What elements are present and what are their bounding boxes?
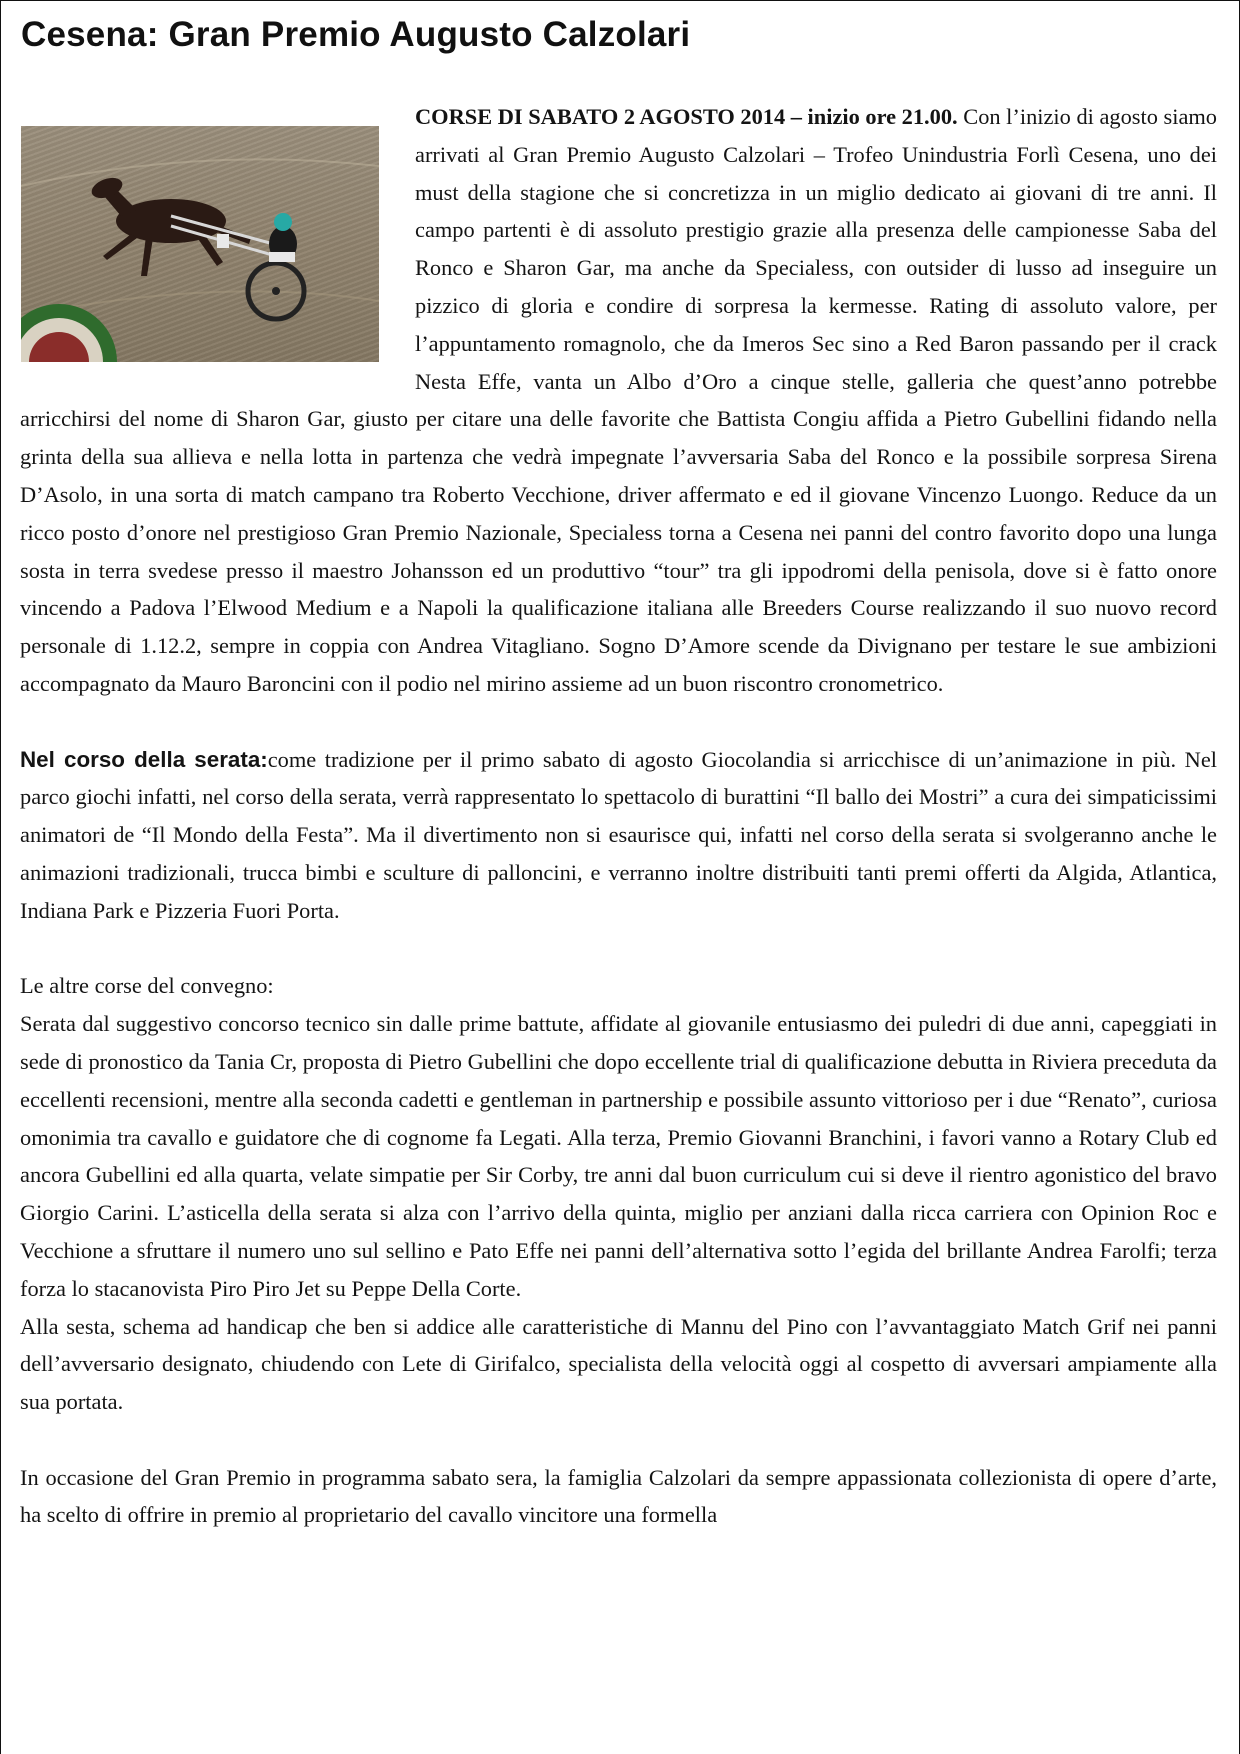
serata-paragraph [20,741,1217,930]
document-page [1,1,1239,1754]
altre-heading: Le altre corse del convegno: [20,973,274,999]
intro-lead: CORSE DI SABATO 2 AGOSTO 2014 – inizio ore 21.00. [415,104,958,129]
harness-racing-photo [21,126,379,362]
serata-text: come tradizione per il primo sabato di agosto Giocolandia si arricchisce di un’animazione in più. Nel parco giochi infatti, nel corso della serata, verrà rappresentato lo spettacolo di burattini “Il ballo dei Mostri” a cura dei simpaticissimi animatori de “Il Mondo della Festa”. Ma il divertimento non si esaurisce qui, infatti nel corso della serata si svolgeranno anche le animazioni tradizionali, trucca bimbi e sculture di palloncini, e verranno inoltre distribuiti tanti premi offerti da Algida, Atlantica, Indiana Park e Pizzeria Fuori Porta. [20,746,1217,923]
altre-paragraph-2: Alla sesta, schema ad handicap che ben si addice alle caratteristiche di Mannu del Pino con l’avvantaggiato Match Grif nei panni dell’avversario designato, chiudendo con Lete di Girifalco, specialista della velocità oggi al cospetto di avversari ampiamente alla sua portata. [20,1313,1217,1415]
altre-paragraph-1: Serata dal suggestivo concorso tecnico sin dalle prime battute, affidate al giovanile entusiasmo dei puledri di due anni, capeggiati in sede di pronostico da Tania Cr, proposta di Pietro Gubellini che dopo eccellente trial di qualificazione debutta in Riviera preceduta da eccellenti recensioni, mentre alla seconda cadetti e gentleman in partnership e possibile assunto vittorioso per i due “Renato”, curiosa omonimia tra cavallo e guidatore che di cognome fa Legati. Alla terza, Premio Giovanni Branchini, i favori vanno a Rotary Club ed ancora Gubellini ed alla quarta, velate simpatie per Sir Corby, tre anni dal buon curriculum cui si deve il rientro agonistico del bravo Giorgio Carini. L’asticella della serata si alza con l’arrivo della quinta, miglio per anziani dalla ricca carriera con Opinion Roc e Vecchione a sfruttare il numero uno sul sellino e Pato Effe nei panni dell’alternativa sotto l’egida del brillante Andrea Farolfi; terza forza lo stacanovista Piro Piro Jet su Peppe Della Corte. [20,1011,1217,1301]
serata-lead: Nel corso della serata: [20,746,268,772]
article-body [20,98,1217,1534]
intro-text: Con l’inizio di agosto siamo arrivati al Gran Premio Augusto Calzolari – Trofeo Unindustria Forlì Cesena, uno dei must della stagione che si concretizza in un miglio dedicato ai giovani di tre anni. Il campo partenti è di assoluto prestigio grazie alla presenza delle campionesse Saba del Ronco e Sharon Gar, ma anche da Specialess, con outsider di lusso ad inseguire un pizzico di gloria e condire di sorpresa la kermesse. Rating di assoluto valore, per l’appuntamento romagnolo, che da Imeros Sec sino a Red Baron passando per il crack Nesta Effe, vanta un Albo d’Oro a cinque stelle, galleria che quest’anno potrebbe arricchirsi del nome di Sharon Gar, giusto per citare una delle favorite che Battista Congiu affida a Pietro Gubellini fidando nella grinta della sua allieva e nella lotta in partenza che vedrà impegnate l’avversaria Saba del Ronco e la possibile sorpresa Sirena D’Asolo, in una sorta di match campano tra Roberto Vecchione, driver affermato e ed il giovane Vincenzo Luongo. Reduce da un ricco posto d’onore nel prestigioso Gran Premio Nazionale, Specialess torna a Cesena nei panni del contro favorito dopo una lunga sosta in terra svedese presso il maestro Johansson ed un produttivo “tour” tra gli ippodromi della penisola, dove si è fatto onore vincendo a Padova l’Elwood Medium e a Napoli la qualificazione italiana alle Breeders Course realizzando il suo nuovo record personale di 1.12.2, sempre in coppia con Andrea Vitagliano. Sogno D’Amore scende da Divignano per testare le sue ambizioni accompagnato da Mauro Baroncini con il podio nel mirino assieme ad un buon riscontro cronometrico. [20,104,1217,696]
harness-racing-photo-icon [21,126,379,362]
article-title: Cesena: Gran Premio Augusto Calzolari [21,15,691,54]
final-paragraph: In occasione del Gran Premio in programma sabato sera, la famiglia Calzolari da sempre appassionata collezionista di opere d’arte, ha scelto di offrire in premio al proprietario del cavallo vincitore una formella [20,1464,1217,1528]
